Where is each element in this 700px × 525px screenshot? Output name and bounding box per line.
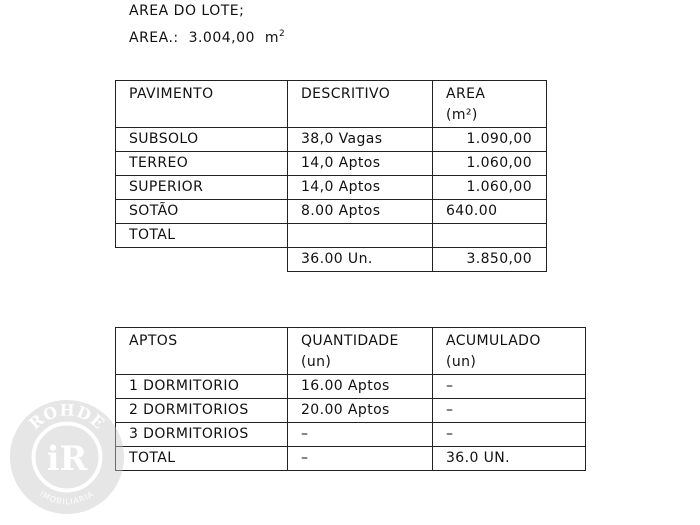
- table-row: [116, 375, 586, 399]
- table-row: [116, 128, 547, 152]
- table-row: [116, 152, 547, 176]
- header-descritivo: DESCRITIVO: [288, 81, 433, 128]
- lot-area-value: 3.004,00: [188, 30, 255, 46]
- apartment-quantity: –: [288, 447, 433, 471]
- floor-area: 1.060,00: [433, 176, 547, 200]
- lot-area-unit-exponent: 2: [278, 29, 286, 39]
- floor-area: 640.00: [433, 200, 547, 224]
- header-area-line1: AREA: [446, 86, 486, 102]
- apartment-accumulated: 36.0 UN.: [433, 447, 586, 471]
- header-pavimento: PAVIMENTO: [116, 81, 288, 128]
- floor-name: SUPERIOR: [116, 176, 288, 200]
- table-row: [116, 399, 586, 423]
- total-description: 36.00 Un.: [288, 248, 433, 272]
- totals-row: [116, 248, 547, 272]
- floor-description: 14,0 Aptos: [288, 176, 433, 200]
- watermark-text-top: ROHDE: [25, 400, 109, 434]
- totals-spacer: [116, 248, 288, 272]
- header-quantidade: [288, 328, 433, 375]
- lot-heading: AREA DO LOTE;: [129, 3, 245, 19]
- lot-area: [129, 30, 285, 46]
- floors-header-row: [116, 81, 547, 128]
- apartments-table: [115, 327, 586, 471]
- table-row: [116, 447, 586, 471]
- apartment-quantity: –: [288, 423, 433, 447]
- apartment-quantity: 20.00 Aptos: [288, 399, 433, 423]
- floor-area: 1.090,00: [433, 128, 547, 152]
- watermark-text-bottom: IMOBILIARIA: [38, 489, 96, 507]
- floor-name: TOTAL: [116, 224, 288, 248]
- table-row: [116, 176, 547, 200]
- header-aptos: APTOS: [116, 328, 288, 375]
- floor-name: SUBSOLO: [116, 128, 288, 152]
- total-area: 3.850,00: [433, 248, 547, 272]
- header-acumulado-line1: ACUMULADO: [446, 333, 541, 349]
- lot-area-label: AREA.:: [129, 30, 179, 46]
- apartment-type: 3 DORMITORIOS: [116, 423, 288, 447]
- apartments-header-row: [116, 328, 586, 375]
- floor-area: 1.060,00: [433, 152, 547, 176]
- apartment-type: 2 DORMITORIOS: [116, 399, 288, 423]
- rohde-watermark-logo: [8, 398, 126, 516]
- floor-description: [288, 224, 433, 248]
- watermark-monogram: iR: [46, 438, 88, 478]
- table-row: [116, 200, 547, 224]
- floor-name: TERREO: [116, 152, 288, 176]
- header-acumulado-line2: (un): [446, 354, 477, 370]
- header-area-line2: (m²): [446, 107, 478, 123]
- apartment-quantity: 16.00 Aptos: [288, 375, 433, 399]
- apartment-type: 1 DORMITORIO: [116, 375, 288, 399]
- floors-table: [115, 80, 547, 272]
- table-row: [116, 224, 547, 248]
- header-quantidade-line2: (un): [301, 354, 332, 370]
- header-quantidade-line1: QUANTIDADE: [301, 333, 399, 349]
- floor-description: 14,0 Aptos: [288, 152, 433, 176]
- floor-description: 8.00 Aptos: [288, 200, 433, 224]
- floor-description: 38,0 Vagas: [288, 128, 433, 152]
- apartment-accumulated: –: [433, 375, 586, 399]
- apartment-accumulated: –: [433, 423, 586, 447]
- header-area: [433, 81, 547, 128]
- lot-area-unit: m: [264, 30, 279, 46]
- table-row: [116, 423, 586, 447]
- floor-name: SOTÃO: [116, 200, 288, 224]
- floor-area: [433, 224, 547, 248]
- apartment-accumulated: –: [433, 399, 586, 423]
- header-acumulado: [433, 328, 586, 375]
- apartment-type: TOTAL: [116, 447, 288, 471]
